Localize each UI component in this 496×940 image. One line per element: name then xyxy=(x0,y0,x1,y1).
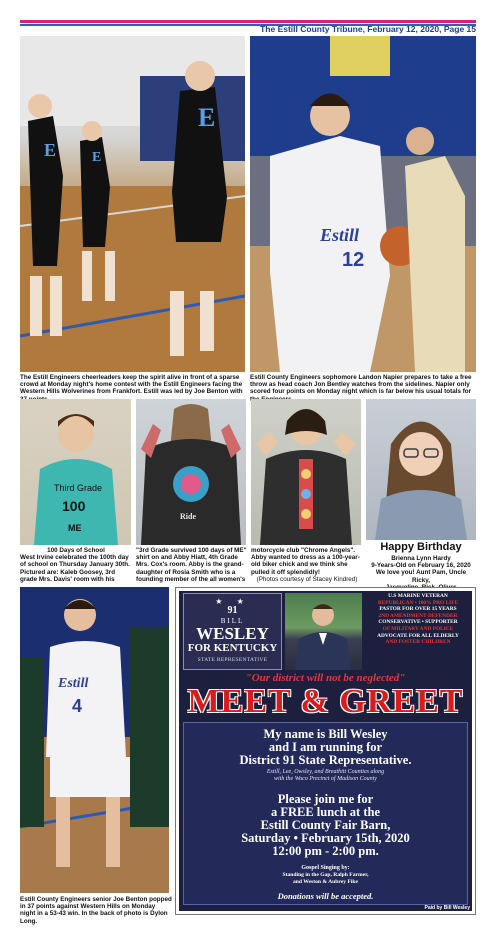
brienna-photo xyxy=(366,399,476,540)
ad-headline: MEET & GREET xyxy=(187,683,464,720)
logo-first-name: BILL xyxy=(220,617,245,625)
ad-invite-line: Please join me for xyxy=(277,792,374,806)
jacket-illustration xyxy=(136,399,246,545)
photo-credit: (Photos courtesy of Stacey Kindred) xyxy=(256,575,358,583)
svg-text:E: E xyxy=(198,103,216,132)
ad-motto: "Our district will not be neglected" xyxy=(245,672,406,684)
svg-text:Estill: Estill xyxy=(320,225,360,245)
logo-last-name: WESLEY xyxy=(196,624,269,643)
ad-intro xyxy=(183,728,468,767)
qualification-item: CONSERVATIVE • SUPPORTER xyxy=(378,619,458,626)
cheerleaders-illustration xyxy=(20,36,245,372)
biker-caption xyxy=(251,547,363,583)
qualification-item: REPUBLICAN • 100% PRO LIFE xyxy=(377,599,459,606)
birthday-text xyxy=(366,555,476,591)
svg-text:E: E xyxy=(44,140,57,160)
qualification-item: PASTOR FOR OVER 15 YEARS xyxy=(379,606,457,613)
logo-stars: ★ ★ xyxy=(215,597,250,606)
qualifications-list xyxy=(366,593,470,670)
napier-illustration xyxy=(250,36,476,372)
header-rule-pink xyxy=(20,20,476,23)
jacket-caption: "3rd Grade survived 100 days of ME" shirt on and Abby Hiatt, 4th Grade Mrs. Cox's room. Abby is the grand-daughter of Rosia Smith who is a founding member of the all women's xyxy=(136,547,247,583)
masthead: The Estill County Tribune, February 12, 2020, Page 15 xyxy=(260,24,476,34)
ad-intro-line: and I am running for xyxy=(268,740,383,754)
ad-intro-line: District 91 State Representative. xyxy=(239,753,412,767)
birthday-heading: Happy Birthday xyxy=(380,541,462,553)
svg-text:4: 4 xyxy=(72,696,83,716)
kaleb-illustration xyxy=(20,399,131,545)
ad-counties-line: with the Waco Precinct of Madison County xyxy=(274,776,377,782)
svg-text:100: 100 xyxy=(62,498,86,514)
cheerleaders-photo xyxy=(20,36,245,372)
candidate-photo xyxy=(285,593,362,670)
ad-invite-line: 12:00 pm - 2:00 pm. xyxy=(272,844,379,858)
gospel-performers xyxy=(183,872,468,885)
ad-invite-line: Estill County Fair Barn, xyxy=(260,818,391,832)
qualification-item: AND FOSTER CHILDREN xyxy=(385,639,451,646)
kaleb-photo xyxy=(20,399,131,545)
qualification-item: 2ND AMENDMENT DEFENDER xyxy=(378,612,458,619)
svg-text:Third Grade: Third Grade xyxy=(54,483,103,493)
hundred-days-text: West Irvine celebrated the 100th day of school on Thursday January 30th. Pictured are: Kaleb Goosey, 3rd grade Mrs. Davis' room with his xyxy=(20,554,130,583)
birthday-line: We love you! Aunt Pam, Uncle Ricky, xyxy=(375,569,467,584)
logo-office: STATE REPRESENTATIVE xyxy=(197,657,268,663)
napier-caption: Estill County Engineers sophomore Landon Napier prepares to take a free throw as head coach Jon Bentley watches from the sidelines. Napier only scored four points on Monday night which is far below his usual totals for xyxy=(250,374,472,396)
logo-for-kentucky: FOR KENTUCKY xyxy=(187,642,278,654)
brienna-illustration xyxy=(366,399,476,540)
hundred-days-heading: 100 Days of School xyxy=(47,547,105,554)
qualification-item: OF MILITARY AND POLICE xyxy=(382,625,454,632)
paid-by-notice: Paid by Bill Wesley xyxy=(424,905,470,911)
gospel-line: Standing in the Gap, Ralph Farmer, xyxy=(282,872,369,878)
napier-photo xyxy=(250,36,476,372)
svg-text:ME: ME xyxy=(68,523,82,533)
birthday-line: 9-Years-Old on February 16, 2020 xyxy=(371,562,471,570)
svg-text:E: E xyxy=(92,150,102,165)
benton-caption: Estill County Engineers senior Joe Benton popped in 37 points against Western Hills on Monday night in a 53-43 win. In the back of photo is Dylon Long. xyxy=(20,896,172,925)
svg-text:Estill: Estill xyxy=(58,676,89,691)
qualification-item: U.S MARINE VETERAN xyxy=(388,593,448,599)
qualification-item: ADVOCATE FOR ALL ELDERLY xyxy=(377,632,459,639)
cheerleaders-caption: The Estill Engineers cheerleaders keep the spirit alive in front of a sparse crowd at Monday night's home contest with the Estill Engineers facing the Western Hills Wolverines from Frankfort. Estill was led by Joe Benton with xyxy=(20,374,243,396)
benton-illustration xyxy=(20,587,169,893)
ad-counties-line: Estill, Lee, Owsley, and Breathitt Counties along xyxy=(266,769,385,775)
donations-note: Donations will be accepted. xyxy=(277,891,374,901)
gospel-line: and Weston & Aubrey Fike xyxy=(292,878,359,885)
abby-jacket-photo xyxy=(136,399,246,545)
benton-photo xyxy=(20,587,169,893)
ad-invite-line: a FREE lunch at the xyxy=(270,805,381,819)
gospel-heading: Gospel Singing by: xyxy=(301,865,350,871)
biker-text: motorcycle club "Chrome Angels". Abby wanted to dress as a 100-year-old biker chick and we think she pulled it off splendidly! xyxy=(251,547,360,576)
ad-counties xyxy=(183,769,468,783)
svg-text:12: 12 xyxy=(342,249,365,271)
candidate-illustration xyxy=(285,593,362,670)
abby-biker-photo xyxy=(251,399,361,545)
hundred-days-caption xyxy=(20,547,132,583)
logo-district-number: 91 xyxy=(227,605,238,616)
svg-text:Ride: Ride xyxy=(180,512,196,521)
biker-illustration xyxy=(251,399,361,545)
birthday-line: Brienna Lynn Hardy xyxy=(391,555,451,562)
ad-invite-line: Saturday • February 15th, 2020 xyxy=(241,831,410,845)
ad-invite xyxy=(183,793,468,858)
ad-intro-line: My name is Bill Wesley xyxy=(263,727,388,741)
